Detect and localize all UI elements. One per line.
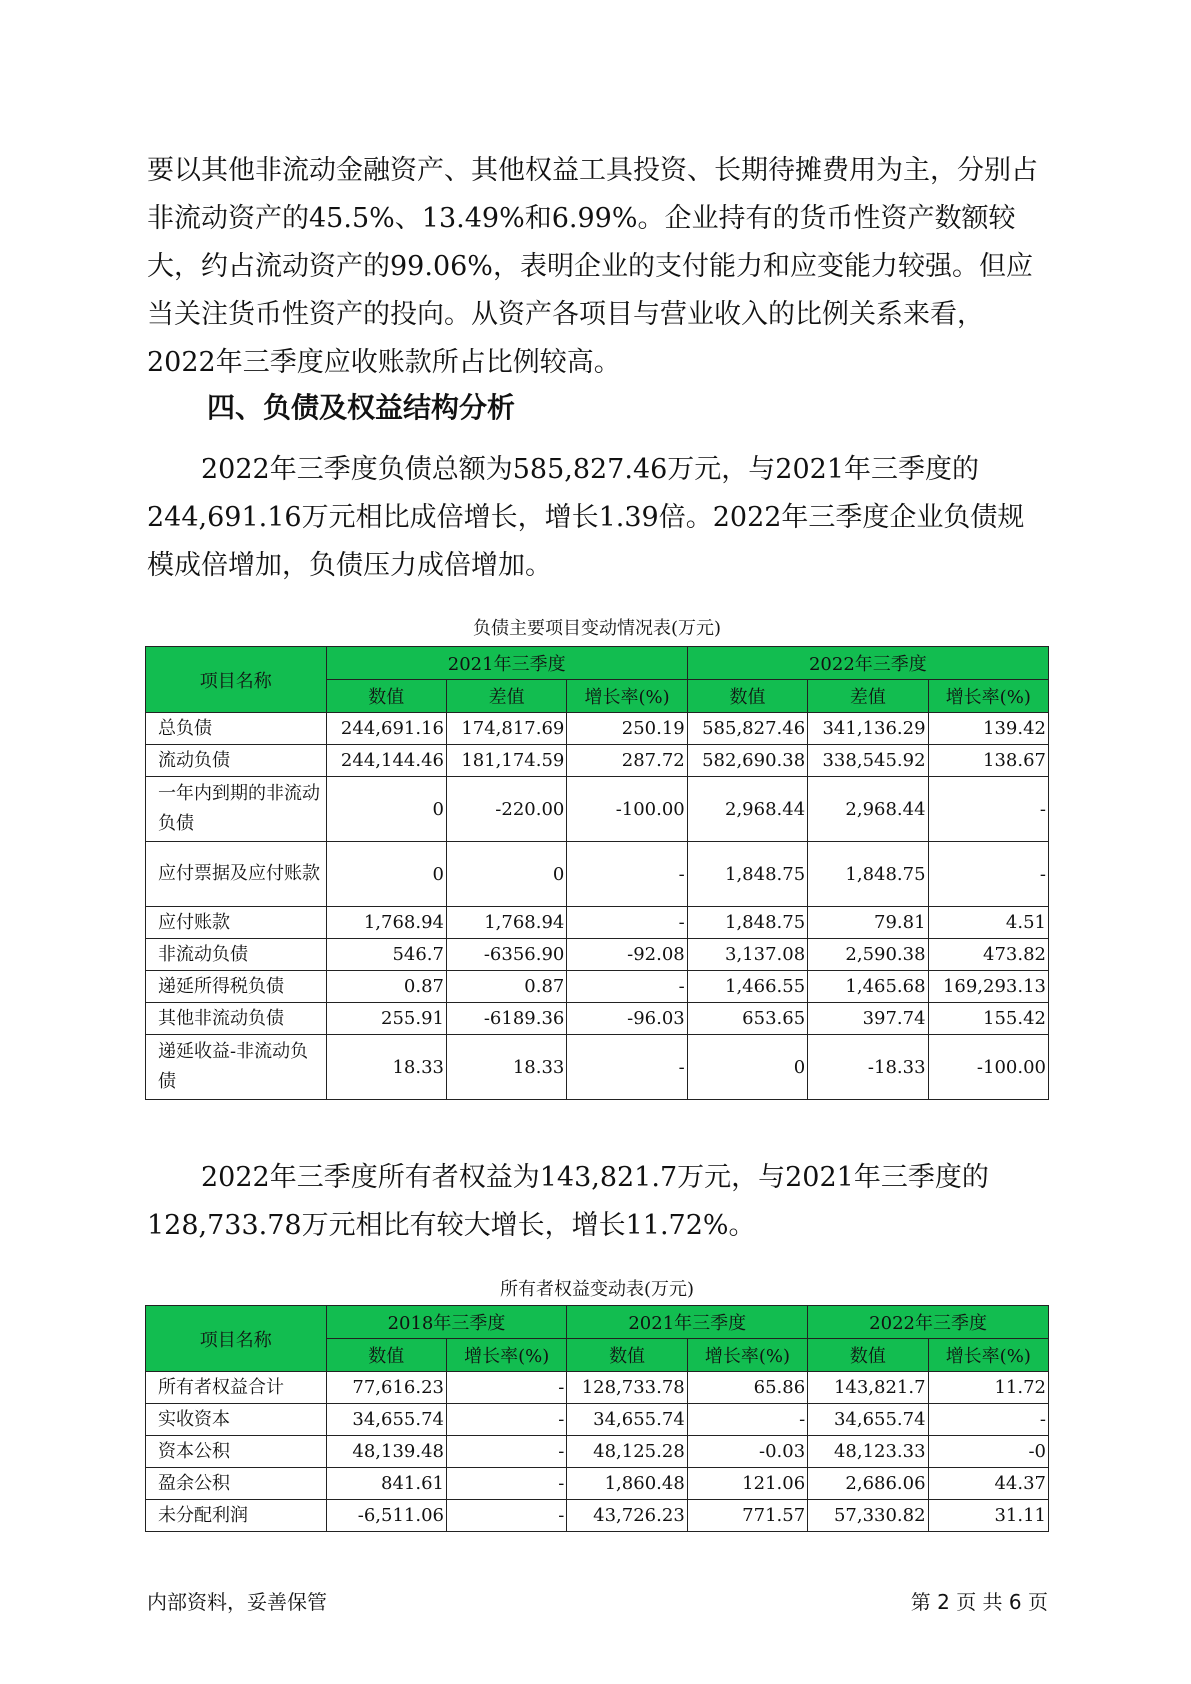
value-cell: 287.72 [567,745,687,777]
value-cell: - [928,842,1048,907]
value-cell: 3,137.08 [687,939,807,971]
table2-subheader: 数值 [567,1339,687,1372]
value-cell: 0 [326,777,446,842]
table-row [146,1372,1049,1404]
table-row [146,1500,1049,1532]
value-cell: 250.19 [567,713,687,745]
value-cell: 338,545.92 [808,745,928,777]
value-cell: 1,848.75 [687,907,807,939]
value-cell: - [928,1404,1048,1436]
row-label-cell: 其他非流动负债 [146,1003,327,1035]
value-cell: 174,817.69 [446,713,566,745]
table1-subheader: 增长率(%) [928,680,1048,713]
value-cell: 582,690.38 [687,745,807,777]
row-label-cell: 未分配利润 [146,1500,327,1532]
row-label-cell: 盈余公积 [146,1468,327,1500]
value-cell: 34,655.74 [808,1404,928,1436]
value-cell: 1,768.94 [326,907,446,939]
value-cell: 44.37 [928,1468,1048,1500]
intro-paragraph: 要以其他非流动金融资产、其他权益工具投资、长期待摊费用为主，分别占非流动资产的45.5%、13.49%和6.99%。企业持有的货币性资产数额较大，约占流动资产的99.06%，表明企业的支付能力和应变能力较强。但应当关注货币性资产的投向。从资产各项目与营业收入的比例关系来看，2022年三季度应收账款所占比例较高。 [147,155,1038,378]
value-cell: 0 [326,842,446,907]
value-cell: - [446,1468,566,1500]
value-cell: -100.00 [567,777,687,842]
value-cell: 48,123.33 [808,1436,928,1468]
value-cell: -6189.36 [446,1003,566,1035]
table-row [146,907,1049,939]
liability-table [145,646,1049,1100]
table2-subheader: 增长率(%) [687,1339,807,1372]
value-cell: - [446,1372,566,1404]
value-cell: 473.82 [928,939,1048,971]
table-row [146,1436,1049,1468]
value-cell: 48,139.48 [326,1436,446,1468]
value-cell: 0.87 [446,971,566,1003]
table2-period-b-header: 2021年三季度 [567,1306,808,1339]
value-cell: 79.81 [808,907,928,939]
value-cell: 11.72 [928,1372,1048,1404]
table2-period-c-header: 2022年三季度 [808,1306,1049,1339]
table1-subheader: 差值 [808,680,928,713]
table-row [146,745,1049,777]
value-cell: 653.65 [687,1003,807,1035]
table2-subheader: 数值 [326,1339,446,1372]
table-row [146,842,1049,907]
row-label-cell: 实收资本 [146,1404,327,1436]
value-cell: -0.03 [687,1436,807,1468]
value-cell: - [928,777,1048,842]
row-label-cell: 资本公积 [146,1436,327,1468]
row-label-cell: 非流动负债 [146,939,327,971]
value-cell: - [446,1500,566,1532]
table1-period-b-header: 2022年三季度 [687,647,1048,680]
value-cell: - [446,1436,566,1468]
value-cell: 0 [687,1035,807,1100]
value-cell: 2,686.06 [808,1468,928,1500]
table-row [146,971,1049,1003]
value-cell: - [446,1404,566,1436]
footer-page-number: 第 2 页 共 6 页 [910,1590,1048,1614]
table1-period-a-header: 2021年三季度 [326,647,687,680]
value-cell: -6356.90 [446,939,566,971]
section-heading: 四、负债及权益结构分析 [207,391,516,424]
value-cell: 4.51 [928,907,1048,939]
value-cell: 138.67 [928,745,1048,777]
value-cell: -96.03 [567,1003,687,1035]
value-cell: 0 [446,842,566,907]
value-cell: -220.00 [446,777,566,842]
value-cell: 48,125.28 [567,1436,687,1468]
table2-subheader: 增长率(%) [446,1339,566,1372]
equity-paragraph: 2022年三季度所有者权益为143,821.7万元，与2021年三季度的128,733.78万元相比有较大增长，增长11.72%。 [147,1162,989,1241]
value-cell: -18.33 [808,1035,928,1100]
value-cell: - [567,1035,687,1100]
table-row [146,1003,1049,1035]
table2-subheader: 数值 [808,1339,928,1372]
table1-subheader: 增长率(%) [567,680,687,713]
value-cell: 1,465.68 [808,971,928,1003]
value-cell: - [567,907,687,939]
table2-period-a-header: 2018年三季度 [326,1306,567,1339]
value-cell: - [567,842,687,907]
value-cell: 244,691.16 [326,713,446,745]
value-cell: 1,466.55 [687,971,807,1003]
value-cell: -6,511.06 [326,1500,446,1532]
table1-caption: 负债主要项目变动情况表(万元) [472,618,722,639]
table-row [146,1468,1049,1500]
value-cell: 1,848.75 [808,842,928,907]
value-cell: 139.42 [928,713,1048,745]
value-cell: 43,726.23 [567,1500,687,1532]
value-cell: 585,827.46 [687,713,807,745]
table1-subheader: 差值 [446,680,566,713]
table-row [146,939,1049,971]
row-label-cell: 递延收益-非流动负债 [146,1035,327,1100]
value-cell: 155.42 [928,1003,1048,1035]
value-cell: 31.11 [928,1500,1048,1532]
value-cell: 57,330.82 [808,1500,928,1532]
table-row [146,713,1049,745]
value-cell: -100.00 [928,1035,1048,1100]
row-label-cell: 应付账款 [146,907,327,939]
value-cell: 121.06 [687,1468,807,1500]
value-cell: 546.7 [326,939,446,971]
table-row [146,777,1049,842]
value-cell: - [567,971,687,1003]
value-cell: -92.08 [567,939,687,971]
value-cell: 143,821.7 [808,1372,928,1404]
value-cell: 841.61 [326,1468,446,1500]
value-cell: 169,293.13 [928,971,1048,1003]
value-cell: 128,733.78 [567,1372,687,1404]
footer-confidential-note: 内部资料，妥善保管 [147,1590,327,1614]
value-cell: 255.91 [326,1003,446,1035]
row-label-cell: 递延所得税负债 [146,971,327,1003]
value-cell: 771.57 [687,1500,807,1532]
row-label-cell: 总负债 [146,713,327,745]
equity-table [145,1305,1049,1532]
table2-col-name-header: 项目名称 [146,1306,327,1372]
value-cell: 2,968.44 [687,777,807,842]
value-cell: 2,968.44 [808,777,928,842]
row-label-cell: 所有者权益合计 [146,1372,327,1404]
value-cell: 18.33 [446,1035,566,1100]
row-label-cell: 流动负债 [146,745,327,777]
value-cell: 34,655.74 [567,1404,687,1436]
row-label-cell: 一年内到期的非流动负债 [146,777,327,842]
table1-subheader: 数值 [687,680,807,713]
value-cell: 77,616.23 [326,1372,446,1404]
table1-col-name-header: 项目名称 [146,647,327,713]
table1-subheader: 数值 [326,680,446,713]
table-row [146,1035,1049,1100]
value-cell: 18.33 [326,1035,446,1100]
value-cell: - [687,1404,807,1436]
value-cell: 1,848.75 [687,842,807,907]
value-cell: 2,590.38 [808,939,928,971]
table-row [146,1404,1049,1436]
value-cell: 1,860.48 [567,1468,687,1500]
row-label-cell: 应付票据及应付账款 [146,842,327,907]
value-cell: 0.87 [326,971,446,1003]
value-cell: 244,144.46 [326,745,446,777]
value-cell: 397.74 [808,1003,928,1035]
value-cell: 65.86 [687,1372,807,1404]
table2-subheader: 增长率(%) [928,1339,1048,1372]
value-cell: 181,174.59 [446,745,566,777]
value-cell: 1,768.94 [446,907,566,939]
liability-paragraph: 2022年三季度负债总额为585,827.46万元，与2021年三季度的244,691.16万元相比成倍增长，增长1.39倍。2022年三季度企业负债规模成倍增加，负债压力成倍增加。 [147,454,1025,581]
value-cell: 341,136.29 [808,713,928,745]
value-cell: 34,655.74 [326,1404,446,1436]
table2-caption: 所有者权益变动表(万元) [499,1279,695,1300]
value-cell: -0 [928,1436,1048,1468]
